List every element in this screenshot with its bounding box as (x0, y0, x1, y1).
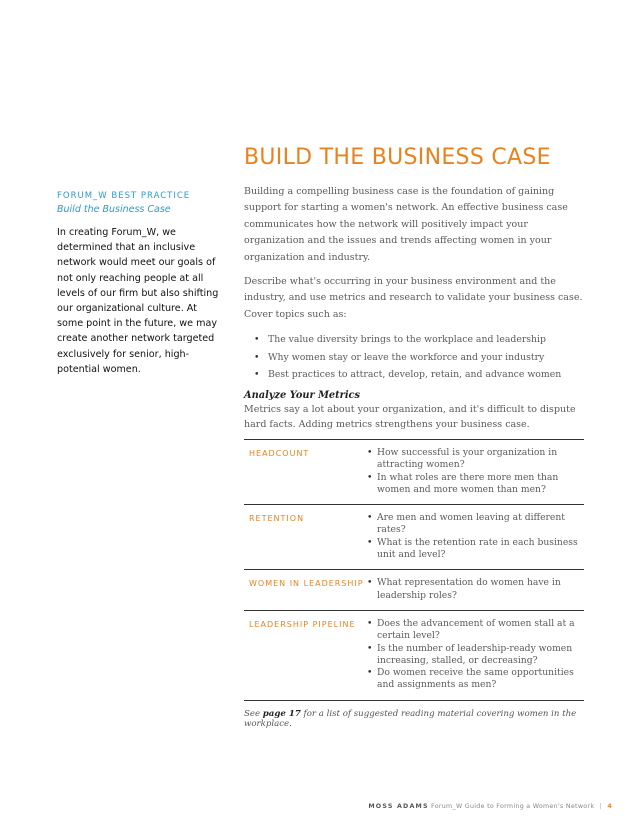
page-number: 4 (607, 803, 612, 810)
metric-questions (367, 570, 584, 611)
topics-list (244, 331, 584, 384)
metric-category: WOMEN IN LEADERSHIP (249, 579, 364, 589)
metric-category: HEADCOUNT (249, 448, 310, 458)
sidebar-subtitle: Build the Business Case (57, 204, 171, 215)
page-title: BUILD THE BUSINESS CASE (244, 145, 551, 170)
note-rest: for a list of suggested reading material covering women in the workplace. (244, 708, 577, 729)
sidebar-label: FORUM_W BEST PRACTICE (57, 191, 191, 201)
sidebar-body: In creating Forum_W, we determined that an inclusive network would meet our goals of not only reaching people at all levels of our firm but also shifting our organizational culture. At some point in the future, we may create another network targeted exclusively for senior, high-potential women. (57, 227, 219, 375)
table-row (244, 610, 584, 700)
table-row (244, 570, 584, 611)
question-item: • In what roles are there more men than women and more women than men? (367, 472, 584, 497)
metric-questions (367, 505, 584, 570)
best-practice-sidebar (57, 191, 222, 377)
table-row (244, 439, 584, 504)
list-item: • Best practices to attract, develop, retain, and advance women (254, 366, 584, 384)
metric-category: RETENTION (249, 514, 305, 524)
question-item: • Does the advancement of women stall at a certain level? (367, 618, 584, 643)
footer-doc-title: Forum_W Guide to Forming a Women's Network (431, 803, 595, 810)
main-column (244, 145, 584, 737)
question-item: • Do women receive the same opportunities and assignments as men? (367, 667, 584, 692)
question-item: • Are men and women leaving at different rates? (367, 512, 584, 537)
intro-paragraph: Building a compelling business case is the foundation of gaining support for starting a women's network. An effective business case communicates how the network will positively impact your organization and the issues and trends affecting women in your organization and industry. (244, 186, 568, 263)
topics-paragraph: Describe what's occurring in your business environment and the industry, and use metrics and research to validate your business case. Cover topics such as: (244, 276, 583, 320)
list-item: • The value diversity brings to the workplace and leadership (254, 331, 584, 349)
footer-separator: | (599, 803, 602, 810)
metrics-table (244, 439, 584, 701)
question-item: • How successful is your organization in attracting women? (367, 447, 584, 472)
footer-brand: MOSS ADAMS (368, 803, 429, 810)
metric-category: LEADERSHIP PIPELINE (249, 619, 356, 629)
table-row (244, 505, 584, 570)
page-reference-link[interactable]: page 17 (262, 708, 301, 719)
question-item: • What is the retention rate in each business unit and level? (367, 537, 584, 562)
question-item: • What representation do women have in leadership roles? (367, 577, 584, 602)
page-footer (368, 803, 612, 810)
metric-questions (367, 610, 584, 700)
section-heading: Analyze Your Metrics (244, 389, 361, 401)
metric-questions (367, 439, 584, 504)
list-item: • Why women stay or leave the workforce and your industry (254, 349, 584, 367)
question-item: • Is the number of leadership-ready women increasing, stalled, or decreasing? (367, 643, 584, 668)
note-see: See (244, 708, 261, 719)
metrics-paragraph: Metrics say a lot about your organization, and it's difficult to dispute hard facts. Adding metrics strengthens your business case. (244, 403, 576, 431)
reading-note (244, 709, 584, 729)
